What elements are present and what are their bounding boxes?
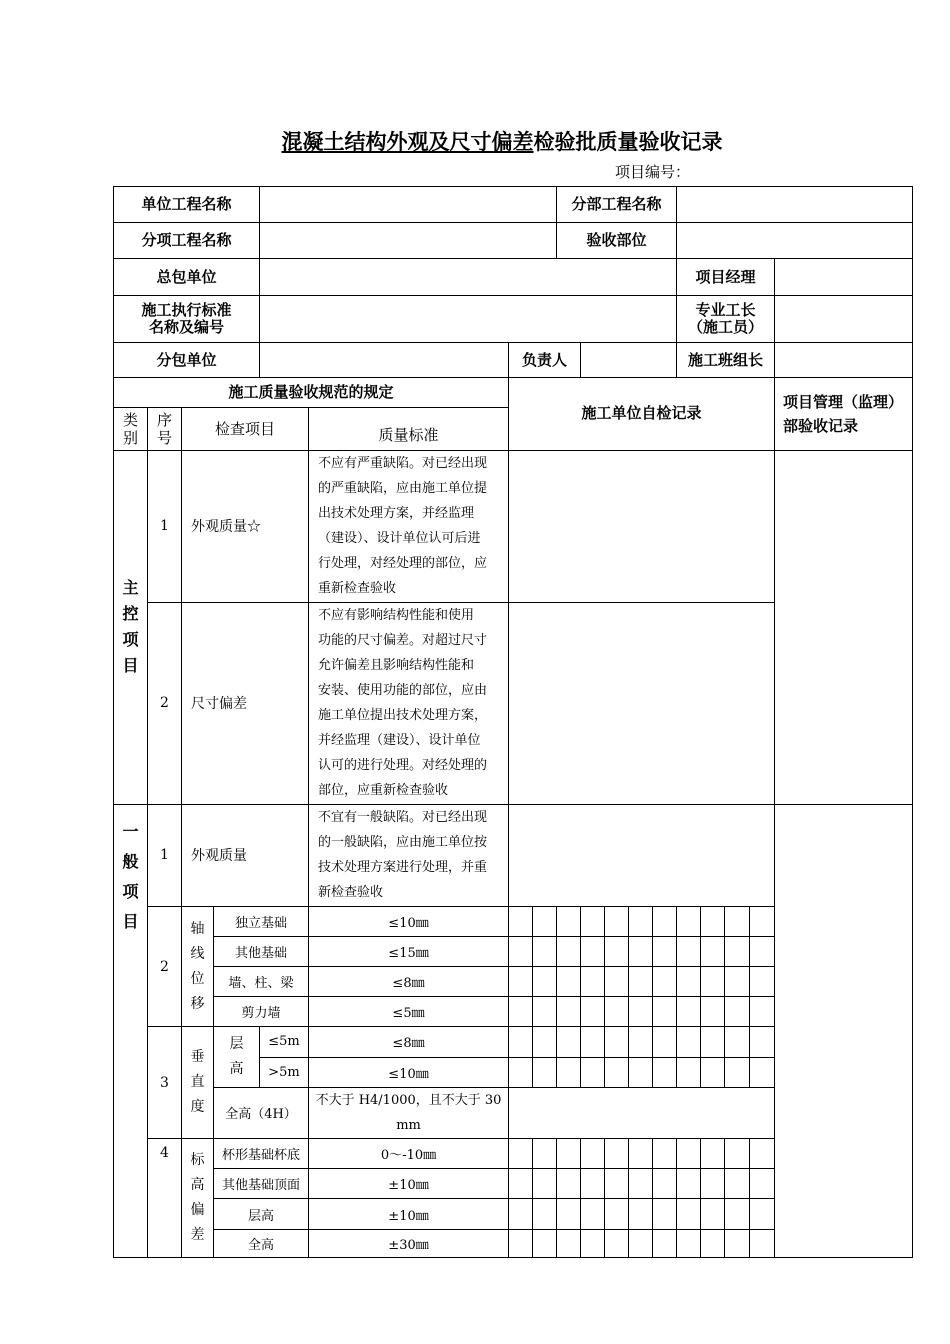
measure-cell[interactable]: [629, 936, 653, 966]
standard-line: 的一般缺陷，应由施工单位按: [318, 834, 488, 850]
measure-cell[interactable]: [677, 936, 701, 966]
measure-cell[interactable]: [509, 906, 533, 936]
group-char: 偏: [190, 1202, 205, 1219]
category-header: [114, 408, 148, 450]
measure-cell[interactable]: [509, 1139, 533, 1169]
standard-line: mm: [396, 1117, 421, 1133]
standard-field[interactable]: [260, 295, 677, 342]
measure-cell[interactable]: [581, 906, 605, 936]
measure-cell[interactable]: [653, 1229, 677, 1257]
team-leader-label: 施工班组长: [677, 343, 775, 378]
measure-cell[interactable]: [677, 1199, 701, 1229]
sub-item-standard: ±10㎜: [309, 1199, 509, 1229]
item-project-label: 分项工程名称: [114, 223, 260, 259]
measure-cell[interactable]: [629, 906, 653, 936]
team-leader-field[interactable]: [775, 343, 913, 378]
sub-item-name: 墙、柱、梁: [214, 967, 309, 997]
group-char: 高: [190, 1177, 205, 1194]
measure-cell[interactable]: [605, 1199, 629, 1229]
measure-cell[interactable]: [581, 1057, 605, 1087]
main-item-1-self-check[interactable]: [509, 450, 775, 602]
measure-cell[interactable]: [533, 1027, 557, 1057]
sub-item-name: 全高: [214, 1229, 309, 1257]
sub-item-standard: 0～-10㎜: [309, 1139, 509, 1169]
measure-cell[interactable]: [701, 967, 725, 997]
measure-cell[interactable]: [533, 1229, 557, 1257]
group-char: 位: [190, 970, 205, 987]
measure-cell[interactable]: [629, 1027, 653, 1057]
measure-cell[interactable]: [605, 1229, 629, 1257]
measure-cell[interactable]: [605, 1027, 629, 1057]
foreman-field[interactable]: [775, 295, 913, 342]
measure-cell[interactable]: [725, 936, 750, 966]
standard-line: 施工单位提出技术处理方案，: [318, 707, 488, 723]
group-char: 移: [190, 995, 205, 1012]
general-char: 一: [122, 821, 139, 841]
group-char: 标: [190, 1152, 205, 1169]
standard-label: [114, 295, 260, 342]
measure-cell[interactable]: [557, 1199, 581, 1229]
sub-item-standard: ≤10㎜: [309, 1057, 509, 1087]
general-supervisor-record[interactable]: [775, 804, 913, 1257]
main-control-char: 主: [122, 578, 139, 598]
measure-cell[interactable]: [629, 1057, 653, 1087]
main-control-supervisor-record[interactable]: [775, 450, 913, 804]
general-item-4-no: 4: [148, 1139, 182, 1258]
measure-cell[interactable]: [509, 997, 533, 1027]
measure-cell[interactable]: [701, 1169, 725, 1199]
measure-cell[interactable]: [725, 1199, 750, 1229]
measure-cell[interactable]: [750, 1229, 775, 1257]
measure-cell[interactable]: [629, 967, 653, 997]
measure-cell[interactable]: [701, 1139, 725, 1169]
acceptance-part-label: 验收部位: [557, 223, 677, 259]
measure-cell[interactable]: [725, 1057, 750, 1087]
measure-cell[interactable]: [533, 1169, 557, 1199]
measure-cell[interactable]: [509, 1057, 533, 1087]
measure-cell[interactable]: [581, 1229, 605, 1257]
measure-cell[interactable]: [629, 1229, 653, 1257]
elevation-group: [182, 1139, 214, 1258]
measure-cell[interactable]: [750, 1027, 775, 1057]
measure-cell[interactable]: [750, 936, 775, 966]
measure-cell[interactable]: [750, 1169, 775, 1199]
supervisor-header-line2: 部验收记录: [783, 416, 859, 435]
measure-cell[interactable]: [677, 1027, 701, 1057]
main-item-2-name: 尺寸偏差: [182, 602, 309, 804]
measure-cell[interactable]: [533, 967, 557, 997]
measure-cell[interactable]: [653, 997, 677, 1027]
supervisor-header: [775, 378, 913, 450]
project-manager-field[interactable]: [775, 259, 913, 295]
general-char: 目: [122, 911, 139, 931]
standard-line: （建设）、设计单位认可后进: [318, 530, 481, 546]
measure-cell[interactable]: [509, 1169, 533, 1199]
title-rest: 检验批质量验收记录: [533, 130, 723, 154]
measure-cell[interactable]: [557, 1057, 581, 1087]
standard-line: 出技术处理方案，并经监理: [318, 505, 475, 521]
measure-cell[interactable]: [701, 1199, 725, 1229]
measure-cell[interactable]: [557, 1139, 581, 1169]
group-char: 直: [190, 1074, 205, 1091]
document-title: [0, 126, 950, 156]
general-char: 项: [122, 881, 139, 901]
main-item-2-no: 2: [148, 602, 182, 804]
group-char: 高: [229, 1061, 244, 1078]
general-char: 般: [122, 851, 139, 871]
measure-cell[interactable]: [605, 906, 629, 936]
sub-item-name: 独立基础: [214, 906, 309, 936]
measure-cell[interactable]: [677, 1229, 701, 1257]
sub-item-standard: ≤10㎜: [309, 906, 509, 936]
measure-cell[interactable]: [557, 936, 581, 966]
measure-cell[interactable]: [750, 1057, 775, 1087]
measure-cell[interactable]: [605, 936, 629, 966]
main-control-label: [114, 450, 148, 804]
inspection-form: [113, 186, 913, 1258]
measure-cell[interactable]: [677, 1139, 701, 1169]
measure-cell[interactable]: [701, 1229, 725, 1257]
measure-cell[interactable]: [629, 997, 653, 1027]
title-underlined: 混凝土结构外观及尺寸偏差: [281, 130, 534, 154]
responsible-field[interactable]: [581, 343, 677, 378]
measure-cell[interactable]: [677, 997, 701, 1027]
sub-project-field[interactable]: [677, 187, 913, 223]
general-label: [114, 804, 148, 1257]
measure-cell[interactable]: [653, 1199, 677, 1229]
general-contractor-field[interactable]: [260, 259, 677, 295]
sub-item-standard: ≤15㎜: [309, 936, 509, 966]
measure-cell[interactable]: [557, 967, 581, 997]
responsible-label: 负责人: [509, 343, 581, 378]
sub-item-standard: [309, 1087, 509, 1138]
measure-cell[interactable]: [581, 1027, 605, 1057]
measure-cell[interactable]: [701, 936, 725, 966]
main-control-char: 控: [122, 604, 139, 624]
standard-line: 不宜有一般缺陷。对已经出现: [318, 809, 488, 825]
standard-line: 允许偏差且影响结构性能和: [318, 657, 475, 673]
measure-cell[interactable]: [581, 936, 605, 966]
sub-item-name: 层高: [214, 1199, 309, 1229]
measure-cell[interactable]: [557, 1229, 581, 1257]
subcontractor-label: 分包单位: [114, 343, 260, 378]
measure-cell[interactable]: [629, 1199, 653, 1229]
sub-item-name: 其他基础顶面: [214, 1169, 309, 1199]
sub-item-name: 其他基础: [214, 936, 309, 966]
measure-cell[interactable]: [653, 906, 677, 936]
measure-cell[interactable]: [605, 967, 629, 997]
measure-cell[interactable]: [533, 906, 557, 936]
measure-cell[interactable]: [653, 967, 677, 997]
sub-item-name: >5m: [260, 1057, 309, 1087]
standard-line: 新检查验收: [318, 884, 384, 900]
seq-header-char: 号: [156, 429, 172, 448]
measure-cell[interactable]: [725, 997, 750, 1027]
standard-label-line1: 施工执行标准: [141, 300, 232, 319]
foreman-label: [677, 295, 775, 342]
sub-item-standard: ≤8㎜: [309, 967, 509, 997]
unit-project-field[interactable]: [260, 187, 557, 223]
measure-cell[interactable]: [653, 1027, 677, 1057]
unit-project-label: 单位工程名称: [114, 187, 260, 223]
standard-line: 部位，应重新检查验收: [318, 782, 449, 798]
main-item-2-self-check[interactable]: [509, 602, 775, 804]
measure-cell[interactable]: [581, 1139, 605, 1169]
measure-cell[interactable]: [533, 936, 557, 966]
standard-line: 的严重缺陷，应由施工单位提: [318, 480, 488, 496]
measure-cell[interactable]: [725, 1169, 750, 1199]
main-item-2-standard: [309, 602, 509, 804]
main-item-1-no: 1: [148, 450, 182, 602]
measure-cell[interactable]: [750, 997, 775, 1027]
measure-cell[interactable]: [557, 997, 581, 1027]
total-height-self-check[interactable]: [509, 1087, 775, 1138]
measure-cell[interactable]: [509, 936, 533, 966]
measure-cell[interactable]: [677, 967, 701, 997]
measure-cell[interactable]: [653, 936, 677, 966]
spec-header: 施工质量验收规范的规定: [114, 378, 509, 408]
measure-cell[interactable]: [557, 906, 581, 936]
measure-cell[interactable]: [701, 1057, 725, 1087]
measure-cell[interactable]: [509, 1199, 533, 1229]
measure-cell[interactable]: [605, 997, 629, 1027]
measure-cell[interactable]: [533, 997, 557, 1027]
standard-line: 不大于 H4/1000，且不大于 30: [315, 1092, 502, 1108]
measure-cell[interactable]: [677, 906, 701, 936]
measure-cell[interactable]: [725, 967, 750, 997]
measure-cell[interactable]: [509, 1027, 533, 1057]
main-item-1-name: 外观质量☆: [182, 450, 309, 602]
sub-item-name: 剪力墙: [214, 997, 309, 1027]
supervisor-header-line1: 项目管理（监理）: [783, 392, 904, 411]
foreman-label-line2: （施工员）: [688, 317, 764, 336]
category-header-char: 别: [122, 429, 138, 448]
floor-height-sub: [214, 1027, 260, 1087]
measure-cell[interactable]: [533, 1139, 557, 1169]
standard-label-line2: 名称及编号: [149, 317, 225, 336]
measure-cell[interactable]: [629, 1169, 653, 1199]
measure-cell[interactable]: [653, 1169, 677, 1199]
self-check-header: 施工单位自检记录: [509, 378, 775, 450]
measure-cell[interactable]: [750, 906, 775, 936]
main-control-char: 项: [122, 630, 139, 650]
general-item-1-name: 外观质量: [182, 804, 309, 906]
measure-cell[interactable]: [653, 1139, 677, 1169]
general-item-3-no: 3: [148, 1027, 182, 1139]
sub-project-label: 分部工程名称: [557, 187, 677, 223]
group-char: 差: [190, 1227, 205, 1244]
foreman-label-line1: 专业工长: [695, 300, 756, 319]
check-item-header: 检查项目: [182, 408, 309, 450]
measure-cell[interactable]: [581, 1169, 605, 1199]
standard-line: 功能的尺寸偏差。对超过尺寸: [318, 632, 488, 648]
measure-cell[interactable]: [533, 1199, 557, 1229]
item-project-field[interactable]: [260, 223, 557, 259]
measure-cell[interactable]: [605, 1139, 629, 1169]
measure-cell[interactable]: [750, 967, 775, 997]
main-item-1-standard: [309, 450, 509, 602]
sub-item-standard: ≤8㎜: [309, 1027, 509, 1057]
standard-line: 行处理，对经处理的部位，应: [318, 555, 488, 571]
measure-cell[interactable]: [701, 906, 725, 936]
measure-cell[interactable]: [605, 1057, 629, 1087]
seq-header-char: 序: [156, 411, 172, 430]
standard-line: 不应有严重缺陷。对已经出现: [318, 455, 488, 471]
sub-item-name: 杯形基础杯底: [214, 1139, 309, 1169]
measure-cell[interactable]: [750, 1199, 775, 1229]
general-item-1-self-check[interactable]: [509, 804, 775, 906]
measure-cell[interactable]: [725, 906, 750, 936]
measure-cell[interactable]: [750, 1139, 775, 1169]
measure-cell[interactable]: [725, 1027, 750, 1057]
standard-line: 重新检查验收: [318, 580, 397, 596]
main-control-char: 目: [122, 656, 139, 676]
group-char: 层: [229, 1036, 244, 1053]
measure-cell[interactable]: [581, 967, 605, 997]
measure-cell[interactable]: [653, 1057, 677, 1087]
quality-standard-header: 质量标准: [309, 408, 509, 450]
standard-line: 并经监理（建设）、设计单位: [318, 732, 481, 748]
standard-line: 安装、使用功能的部位，应由: [318, 682, 488, 698]
general-item-1-standard: [309, 804, 509, 906]
measure-cell[interactable]: [605, 1169, 629, 1199]
general-contractor-label: 总包单位: [114, 259, 260, 295]
subcontractor-field[interactable]: [260, 343, 509, 378]
sub-item-standard: ±10㎜: [309, 1169, 509, 1199]
measure-cell[interactable]: [581, 1199, 605, 1229]
seq-header: [148, 408, 182, 450]
sub-item-name: 全高（4H）: [214, 1087, 309, 1138]
group-char: 线: [190, 945, 205, 962]
group-char: 垂: [190, 1049, 205, 1066]
standard-line: 不应有影响结构性能和使用: [318, 607, 475, 623]
sub-item-name: ≤5m: [260, 1027, 309, 1057]
measure-cell[interactable]: [557, 1169, 581, 1199]
group-char: 度: [190, 1099, 205, 1116]
standard-line: 认可的进行处理。对经处理的: [318, 757, 488, 773]
verticality-group: [182, 1027, 214, 1139]
general-item-1-no: 1: [148, 804, 182, 906]
measure-cell[interactable]: [509, 1229, 533, 1257]
measure-cell[interactable]: [557, 1027, 581, 1057]
measure-cell[interactable]: [725, 1229, 750, 1257]
sub-item-standard: ≤5㎜: [309, 997, 509, 1027]
sub-item-standard: ±30㎜: [309, 1229, 509, 1257]
measure-cell[interactable]: [629, 1139, 653, 1169]
measure-cell[interactable]: [677, 1169, 701, 1199]
standard-line: 技术处理方案进行处理，并重: [318, 859, 488, 875]
measure-cell[interactable]: [701, 997, 725, 1027]
axis-offset-group: [182, 906, 214, 1027]
acceptance-part-field[interactable]: [677, 223, 913, 259]
project-manager-label: 项目经理: [677, 259, 775, 295]
group-char: 轴: [190, 920, 205, 937]
measure-cell[interactable]: [677, 1057, 701, 1087]
project-number-label: 项目编号：: [615, 163, 691, 181]
measure-cell[interactable]: [725, 1139, 750, 1169]
category-header-char: 类: [122, 411, 138, 430]
measure-cell[interactable]: [509, 967, 533, 997]
measure-cell[interactable]: [533, 1057, 557, 1087]
measure-cell[interactable]: [581, 997, 605, 1027]
general-item-2-no: 2: [148, 906, 182, 1027]
measure-cell[interactable]: [701, 1027, 725, 1057]
